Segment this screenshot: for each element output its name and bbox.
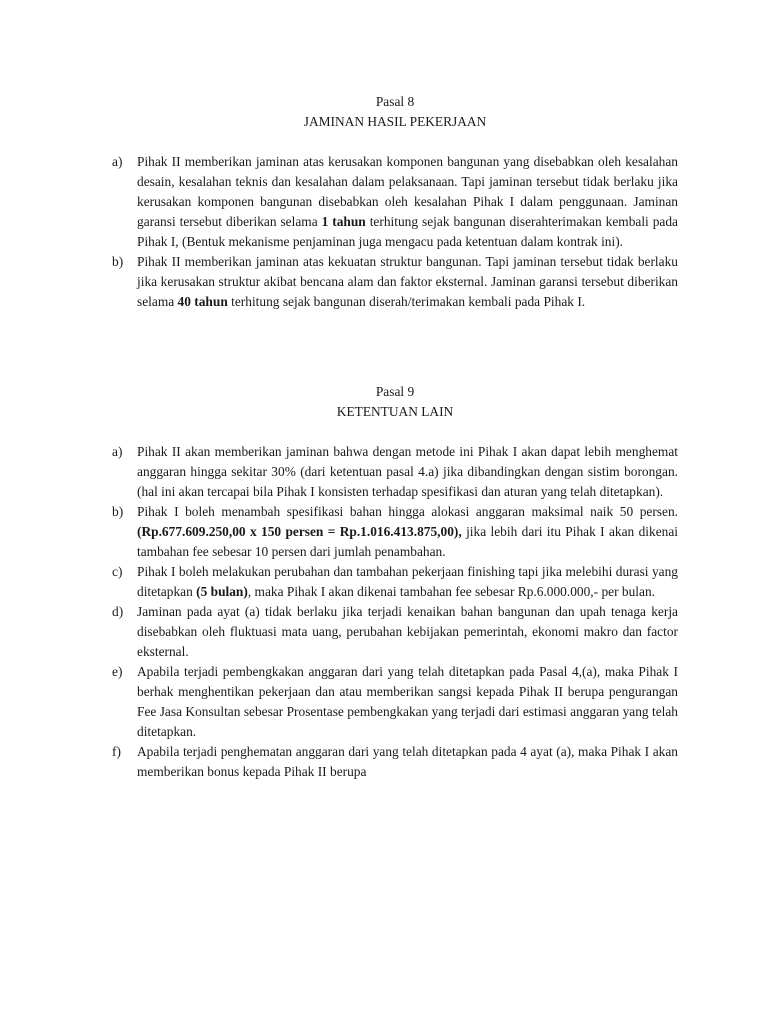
item-marker: e): [112, 664, 123, 679]
list-item: [112, 562, 678, 602]
item-marker: b): [112, 504, 124, 519]
pasal-9-title: KETENTUAN LAIN: [336, 404, 454, 419]
list-item: [112, 252, 678, 312]
pasal-8-list: [112, 152, 678, 312]
pasal-9-list: [112, 442, 678, 782]
item-text: Pihak I boleh melakukan perubahan dan tambahan pekerjaan finishing tapi jika melebihi durasi yang ditetapkan: [137, 564, 678, 599]
pasal-9-number: Pasal 9: [375, 384, 415, 399]
list-item: [112, 152, 678, 252]
item-marker: a): [112, 154, 123, 169]
pasal-8-title: JAMINAN HASIL PEKERJAAN: [303, 114, 487, 129]
item-text: Pihak II akan memberikan jaminan bahwa dengan metode ini Pihak I akan dapat lebih menghemat anggaran hingga sekitar 30% (dari ketentuan pasal 4.a) jika dibandingkan dengan sistim borongan. (hal ini akan tercapai bila Pihak I konsisten terhadap spesifikasi dan aturan yang telah ditetapkan).: [137, 444, 678, 499]
pasal-8-section: [112, 92, 678, 312]
item-text: Jaminan pada ayat (a) tidak berlaku jika terjadi kenaikan bahan bangunan dan upah tenaga kerja disebabkan oleh fluktuasi mata uang, perubahan kebijakan pemerintah, ekonomi makro dan factor eksternal.: [137, 604, 678, 659]
item-text-bold: (5 bulan): [196, 584, 248, 599]
item-text: , maka Pihak I akan dikenai tambahan fee sebesar Rp.6.000.000,- per bulan.: [247, 584, 656, 599]
list-item: [112, 742, 678, 782]
pasal-8-number: Pasal 8: [375, 94, 415, 109]
item-text: Pihak I boleh menambah spesifikasi bahan hingga alokasi anggaran maksimal naik 50 persen.: [137, 504, 678, 519]
item-text: Pihak II memberikan jaminan atas kekuatan struktur bangunan. Tapi jaminan tersebut tidak berlaku jika kerusakan struktur akibat bencana alam dan faktor eksternal. Jaminan garansi tersebut diberikan selama: [137, 254, 678, 309]
item-text-bold: 40 tahun: [177, 294, 228, 309]
item-marker: b): [112, 254, 124, 269]
item-marker: f): [112, 744, 121, 759]
item-text: Apabila terjadi penghematan anggaran dari yang telah ditetapkan pada 4 ayat (a), maka Pihak I akan memberikan bonus kepada Pihak II berupa: [137, 744, 678, 779]
item-text: Apabila terjadi pembengkakan anggaran dari yang telah ditetapkan pada Pasal 4,(a), maka Pihak I berhak menghentikan pekerjaan dan atau memberikan sangsi kepada Pihak II berupa pengurangan Fee Jasa Konsultan sebesar Prosentase pembengkakan yang terjadi dari estimasi anggaran yang telah ditetapkan.: [137, 664, 678, 739]
list-item: [112, 502, 678, 562]
item-marker: c): [112, 564, 123, 579]
item-text-bold: (Rp.677.609.250,00 x 150 persen = Rp.1.016.413.875,00),: [137, 524, 462, 539]
item-text: Pihak II memberikan jaminan atas kerusakan komponen bangunan yang disebabkan oleh kesalahan desain, kesalahan teknis dan kesalahan dalam pelaksanaan. Tapi jaminan tersebut tidak berlaku jika kerusakan komponen bangunan disebabkan oleh kesalahan Pihak I dalam penggunaan. Jaminan garansi tersebut diberikan selama: [137, 154, 678, 229]
item-text: terhitung sejak bangunan diserahterimakan kembali pada Pihak I, (Bentuk mekanisme penjaminan juga mengacu pada ketentuan dalam kontrak ini).: [137, 214, 678, 249]
list-item: [112, 442, 678, 502]
item-text: terhitung sejak bangunan diserah/terimakan kembali pada Pihak I.: [227, 294, 586, 309]
item-text-bold: 1 tahun: [321, 214, 366, 229]
list-item: [112, 602, 678, 662]
list-item: [112, 662, 678, 742]
pasal-9-section: [112, 382, 678, 782]
item-marker: d): [112, 604, 124, 619]
item-text: jika lebih dari itu Pihak I akan dikenai tambahan fee sebesar 10 persen dari jumlah penambahan.: [137, 524, 678, 559]
item-marker: a): [112, 444, 123, 459]
